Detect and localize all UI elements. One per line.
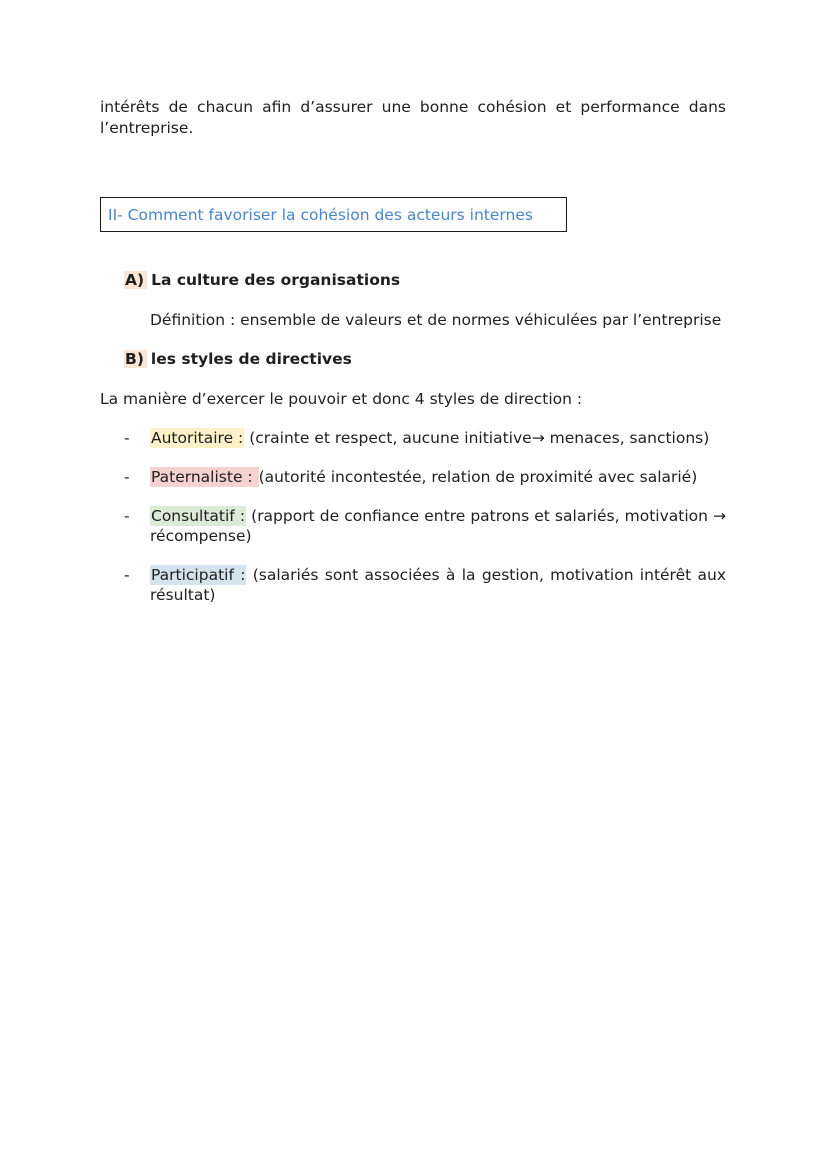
style-term: Consultatif : <box>151 507 246 525</box>
style-term: Participatif : <box>151 566 246 584</box>
list-item-autoritaire <box>124 428 726 448</box>
list-dash: - <box>124 468 130 486</box>
style-description: (autorité incontestée, relation de proximité avec salarié) <box>258 468 698 486</box>
subsection-a-letter: A) <box>124 271 147 289</box>
style-term: Autoritaire : <box>151 429 244 447</box>
lead-sentence: La manière d’exercer le pouvoir et donc 4 styles de direction : <box>100 390 583 408</box>
subsection-b-title: les styles de directives <box>150 350 352 368</box>
style-term: Paternaliste : <box>151 468 258 486</box>
list-item-participatif <box>124 565 726 605</box>
leadership-styles-list <box>124 428 726 624</box>
subsection-a <box>124 271 400 289</box>
list-item-consultatif <box>124 506 726 546</box>
list-dash: - <box>124 429 130 447</box>
style-description: (salariés sont associées à la gestion, motivation intérêt aux résultat) <box>150 566 726 604</box>
section-title: II- Comment favoriser la cohésion des acteurs internes <box>108 205 533 224</box>
style-description: (crainte et respect, aucune initiative→ menaces, sanctions) <box>244 429 710 447</box>
intro-paragraph: intérêts de chacun afin d’assurer une bonne cohésion et performance dans l’entreprise. <box>100 98 726 137</box>
definition-text: Définition : ensemble de valeurs et de normes véhiculées par l’entreprise <box>150 311 722 329</box>
list-dash: - <box>124 566 130 584</box>
list-dash: - <box>124 507 130 525</box>
style-description: (rapport de confiance entre patrons et salariés, motivation → récompense) <box>150 507 727 545</box>
subsection-a-title: La culture des organisations <box>151 271 401 289</box>
subsection-b <box>124 350 352 368</box>
subsection-b-letter: B) <box>124 350 147 368</box>
list-item-paternaliste <box>124 467 726 487</box>
section-heading-box <box>100 197 567 232</box>
